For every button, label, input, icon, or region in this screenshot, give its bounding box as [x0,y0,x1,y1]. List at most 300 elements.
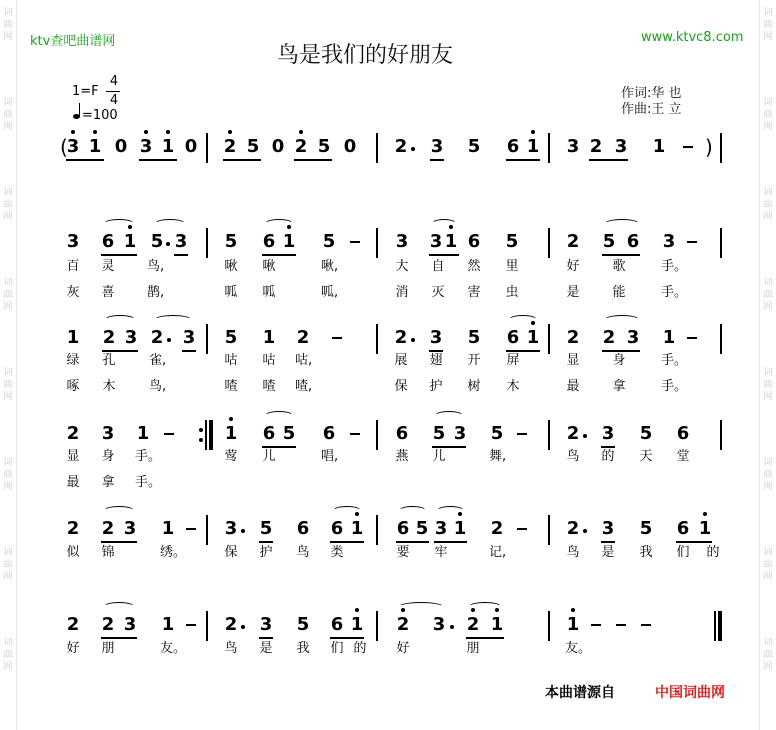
composer-credit: 作曲:王 立 [621,102,682,117]
octave-dot [144,130,148,134]
note: 3 [601,518,615,539]
lyric: 啾 [262,259,276,274]
lyric: 好 [396,641,410,656]
note: 2 [396,614,410,635]
note: 3 [174,231,188,252]
sustain-dash [517,528,527,530]
note: 3 [601,423,615,444]
octave-dot [571,608,575,612]
lyric: 歌 [612,259,626,274]
watermark-glyph: 曲 [3,290,13,300]
underline [101,541,137,543]
watermark-glyph: 曲 [763,380,773,390]
watermark-glyph: 网 [3,32,13,42]
lyric: 堂 [676,449,690,464]
underline [601,541,615,543]
slur [604,315,640,325]
sustain-dash [350,241,360,243]
note: 3 [434,518,448,539]
sustain-dash [687,241,697,243]
watermark-glyph: 词 [3,188,13,198]
lyric: 身 [612,353,626,368]
lyric: 鸟 [296,545,310,560]
augmentation-dot [411,147,415,151]
underline [101,637,137,639]
final-bar [718,611,722,641]
note: 5 [432,423,446,444]
sustain-dash [186,528,196,530]
watermark-glyph: 词 [763,368,773,378]
lyric: 莺 [224,449,238,464]
underline [430,159,444,161]
note: 6 [330,614,344,635]
note: 1 [453,518,467,539]
tempo-marking: =100 [82,108,118,123]
lyric: 开 [467,353,481,368]
note: 1 [490,614,504,635]
note: 2 [102,327,116,348]
note: 1 [224,423,238,444]
note: 0 [271,136,285,157]
note: 3 [66,136,80,157]
underline [262,254,296,256]
note: 6 [262,423,276,444]
quarter-note-stem [79,103,80,116]
note: 3 [224,518,238,539]
bar-line [376,228,378,258]
lyric: 保 [224,545,238,560]
sustain-dash [186,624,196,626]
octave-dot [71,130,75,134]
lyric: 舞, [489,449,507,464]
bar-line [206,133,208,163]
lyric: 咕 [262,353,276,368]
slur [104,315,136,325]
watermark-glyph: 词 [3,638,13,648]
lyric: 天 [639,449,653,464]
note: 2 [296,327,310,348]
underline [429,254,459,256]
lyric: 要 [396,545,410,560]
lyric: 儿 [262,449,276,464]
note: 6 [395,423,409,444]
slur [398,602,444,612]
underline [434,541,467,543]
score-line-intro [60,134,730,164]
lyric: 啾, [321,259,339,274]
lyric: 保 [394,379,408,394]
watermark-glyph: 曲 [3,200,13,210]
watermark-glyph: 曲 [763,290,773,300]
lyrics-verse-1 [60,352,730,372]
watermark-glyph: 网 [763,392,773,402]
note: 2 [566,518,580,539]
note: 1 [566,614,580,635]
lyric: 咕 [224,353,238,368]
underline [259,541,273,543]
note: 3 [123,614,137,635]
note: 1 [161,614,175,635]
note: 1 [652,136,666,157]
lyric: 呱 [262,285,276,300]
watermark-column-right [759,0,776,730]
octave-dot [93,130,97,134]
watermark-glyph: 曲 [763,650,773,660]
bar-line [376,611,378,641]
lyric: 展 [394,353,408,368]
underline [676,541,712,543]
note: 2 [602,327,616,348]
lyric: 我 [296,641,310,656]
augmentation-dot [166,242,170,246]
note: 1 [262,327,276,348]
augmentation-dot [167,338,171,342]
underline [589,159,628,161]
note: 3 [124,327,138,348]
note: 2 [294,136,308,157]
underline [330,541,364,543]
lyric: 啄 [66,379,80,394]
bar-line [720,133,722,163]
lyric: 害 [467,285,481,300]
note: 2 [490,518,504,539]
note: 3 [66,231,80,252]
lyric: 鸟, [149,379,167,394]
lyric: 喜 [101,285,115,300]
lyric: 似 [66,545,80,560]
lyric: 锦 [101,545,115,560]
note: 3 [123,518,137,539]
watermark-glyph: 词 [763,638,773,648]
lyric: 最 [66,475,80,490]
note: 5 [150,231,164,252]
watermark-glyph: 词 [3,98,13,108]
note: 3 [662,231,676,252]
watermark-glyph: 词 [763,548,773,558]
lyricist-credit: 作词:华 也 [621,86,682,101]
bar-line [206,515,208,545]
underline [294,159,332,161]
slur [468,602,502,612]
note: 5 [639,423,653,444]
augmentation-dot [241,529,245,533]
octave-dot [703,512,707,516]
note: 2 [589,136,603,157]
bar-line [720,420,722,450]
note: 3 [101,423,115,444]
note: 5 [246,136,260,157]
note: 5 [415,518,429,539]
score-line-2 [60,325,730,355]
watermark-glyph: 网 [763,212,773,222]
bar-line [548,611,550,641]
sustain-dash [164,433,174,435]
note: 3 [453,423,467,444]
lyric: 最 [566,379,580,394]
lyric: 呱, [321,285,339,300]
sustain-dash [350,433,360,435]
repeat-dot [199,438,203,442]
lyric: 拿 [101,475,115,490]
lyric: 护 [259,545,273,560]
lyric: 显 [566,353,580,368]
underline [259,637,273,639]
watermark-glyph: 网 [3,662,13,672]
lyric: 手。 [661,353,688,368]
lyric: 虫 [505,285,519,300]
lyric: 里 [505,259,519,274]
lyric: 好 [66,641,80,656]
note: 1 [66,327,80,348]
slur [434,411,464,421]
note: 6 [506,136,520,157]
bar-line [548,420,550,450]
note: 0 [343,136,357,157]
watermark-glyph: 网 [763,122,773,132]
bar-line [206,611,208,641]
bar-line [714,611,716,641]
slur [604,219,640,229]
note: 2 [394,136,408,157]
note: 1 [161,518,175,539]
site-url-right: www.ktvc8.com [641,30,744,45]
bar-line [548,133,550,163]
lyric: 翅 [429,353,443,368]
repeat-paren-open: ( [60,135,68,159]
watermark-glyph: 词 [763,458,773,468]
watermark-glyph: 网 [763,662,773,672]
lyric: 鸟, [147,259,165,274]
lyric: 的 [706,545,720,560]
note: 3 [182,327,196,348]
lyric: 身 [101,449,115,464]
note: 2 [566,423,580,444]
augmentation-dot [450,625,454,629]
note: 3 [139,136,153,157]
watermark-glyph: 词 [763,98,773,108]
watermark-glyph: 网 [763,572,773,582]
note: 3 [429,231,443,252]
slur [508,315,538,325]
lyric: 燕 [395,449,409,464]
lyric: 类 [330,545,344,560]
watermark-glyph: 曲 [763,470,773,480]
note: 6 [467,231,481,252]
lyrics-verse-1 [60,640,730,660]
lyric: 屏 [506,353,520,368]
note: 3 [566,136,580,157]
lyric: 能 [612,285,626,300]
song-title: 鸟是我们的好朋友 [277,43,454,68]
slur [436,506,465,516]
watermark-glyph: 词 [3,368,13,378]
lyric: 牢 [434,545,448,560]
note: 3 [432,614,446,635]
bar-line [206,324,208,354]
note: 3 [259,614,273,635]
note: 1 [88,136,102,157]
lyrics-verse-2 [60,284,730,304]
note: 2 [566,231,580,252]
watermark-glyph: 网 [3,302,13,312]
note: 6 [262,231,276,252]
lyric: 喳 [224,379,238,394]
note: 3 [614,136,628,157]
lyrics-verse-1 [60,544,730,564]
repeat-paren-close: ) [705,135,713,159]
slur [103,506,135,516]
note: 0 [184,136,198,157]
lyric: 友。 [160,641,187,656]
lyric: 是 [566,285,580,300]
watermark-glyph: 词 [3,8,13,18]
note: 6 [676,518,690,539]
lyric: 绣。 [160,545,187,560]
bar-line [376,420,378,450]
watermark-glyph: 曲 [763,560,773,570]
lyric: 好 [566,259,580,274]
note: 5 [224,231,238,252]
underline [396,541,429,543]
watermark-glyph: 词 [3,278,13,288]
note: 3 [395,231,409,252]
lyric: 手。 [135,449,162,464]
lyric: 们 [676,545,690,560]
lyric: 唱, [321,449,339,464]
note: 2 [101,614,115,635]
watermark-glyph: 曲 [3,560,13,570]
lyric: 的 [353,641,367,656]
note: 5 [505,231,519,252]
key-signature: 1=F [72,84,99,99]
note: 1 [350,614,364,635]
score-line-1 [60,229,730,259]
watermark-glyph: 曲 [763,110,773,120]
note: 5 [639,518,653,539]
score-line-5 [60,612,730,642]
note: 5 [602,231,616,252]
time-signature-top: 4 [109,74,119,89]
lyric: 儿 [432,449,446,464]
note: 1 [526,136,540,157]
augmentation-dot [241,625,245,629]
note: 0 [114,136,128,157]
watermark-glyph: 曲 [3,380,13,390]
repeat-bar [209,420,213,450]
lyric: 朋 [466,641,480,656]
repeat-dot [199,428,203,432]
note: 2 [566,327,580,348]
note: 6 [676,423,690,444]
note: 2 [66,518,80,539]
augmentation-dot [583,529,587,533]
watermark-glyph: 词 [3,458,13,468]
lyric: 我 [639,545,653,560]
augmentation-dot [411,338,415,342]
note: 5 [322,231,336,252]
lyric: 咕, [295,353,313,368]
slur [264,219,294,229]
watermark-glyph: 网 [3,572,13,582]
octave-dot [355,608,359,612]
note: 5 [224,327,238,348]
lyric: 木 [102,379,116,394]
lyric: 绿 [66,353,80,368]
note: 2 [224,614,238,635]
lyric: 拿 [612,379,626,394]
lyric: 手。 [661,285,688,300]
lyric: 手。 [135,475,162,490]
lyric: 手。 [661,259,688,274]
underline [66,159,104,161]
sustain-dash [641,624,651,626]
underline [330,637,364,639]
time-signature-bottom: 4 [109,93,119,108]
slur [154,219,186,229]
note: 1 [698,518,712,539]
underline [174,254,188,256]
slur [431,219,457,229]
lyric: 树 [467,379,481,394]
note: 6 [506,327,520,348]
lyric: 然 [467,259,481,274]
watermark-glyph: 网 [763,482,773,492]
underline [506,159,540,161]
lyric: 是 [259,641,273,656]
time-signature-line [106,91,120,92]
bar-line [720,228,722,258]
note: 1 [662,327,676,348]
lyric: 灰 [66,285,80,300]
lyric: 们 [330,641,344,656]
sustain-dash [683,146,693,148]
octave-dot [531,130,535,134]
site-name-left: ktv查吧曲谱网 [30,34,116,49]
slur [103,602,135,612]
bar-line [548,324,550,354]
lyric: 朋 [101,641,115,656]
watermark-column-left [0,0,17,730]
bar-line [206,228,208,258]
note: 1 [350,518,364,539]
watermark-glyph: 网 [3,122,13,132]
watermark-glyph: 曲 [3,650,13,660]
sustain-dash [591,624,601,626]
note: 5 [467,327,481,348]
source-site-name: 中国词曲网 [655,685,725,701]
augmentation-dot [583,434,587,438]
note: 1 [526,327,540,348]
watermark-glyph: 网 [3,212,13,222]
note: 6 [101,231,115,252]
note: 2 [223,136,237,157]
note: 6 [626,231,640,252]
lyric: 显 [66,449,80,464]
note: 2 [66,423,80,444]
lyrics-verse-2 [60,474,730,494]
lyric: 友。 [565,641,592,656]
lyric: 是 [601,545,615,560]
lyric: 记, [489,545,507,560]
note: 5 [282,423,296,444]
note: 5 [467,136,481,157]
score-line-3 [60,421,730,451]
note: 5 [317,136,331,157]
watermark-glyph: 词 [763,278,773,288]
slur [398,506,427,516]
note: 2 [394,327,408,348]
watermark-glyph: 曲 [763,200,773,210]
